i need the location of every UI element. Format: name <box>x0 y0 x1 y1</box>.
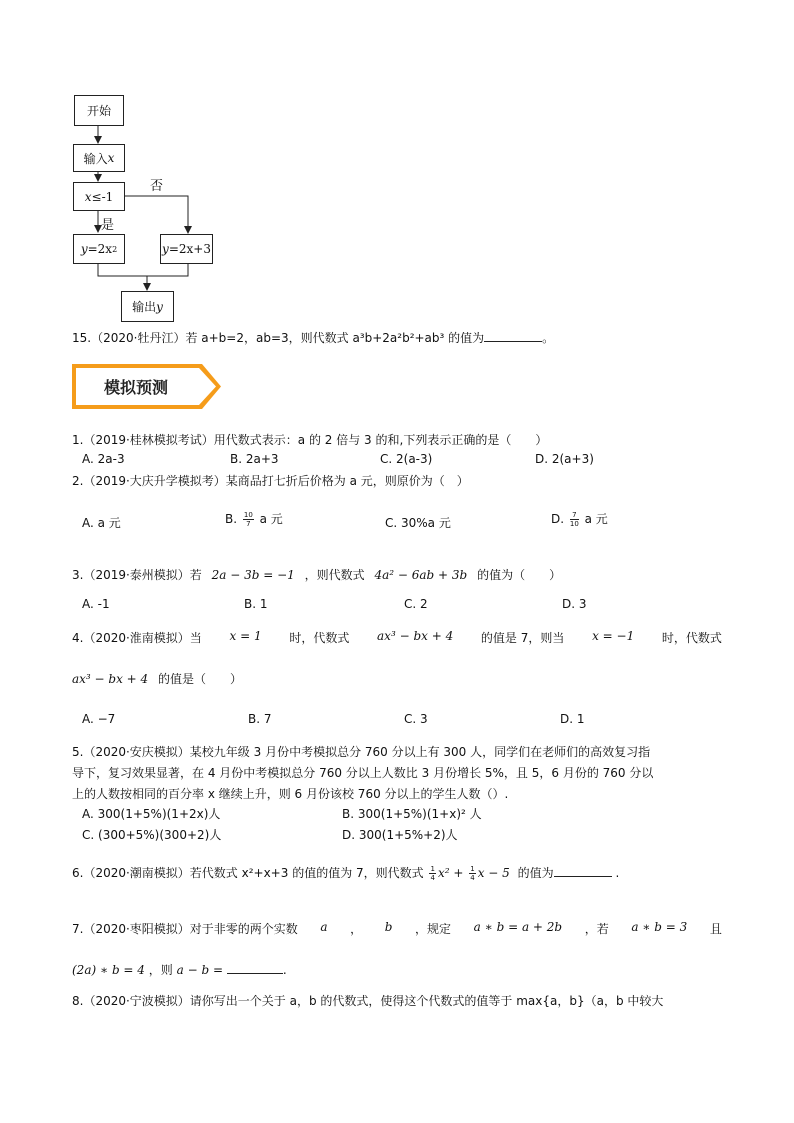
question-7-part-4: 且 <box>709 922 722 936</box>
fraction-denominator: 4 <box>430 874 435 882</box>
fraction-numerator: 10 <box>243 511 253 519</box>
question-4-part-4: 时，代数式 <box>661 631 722 645</box>
question-4-part-1: 4.（2020·淮南模拟）当 <box>72 631 202 645</box>
flowchart-branch-yes <box>73 234 125 264</box>
question-6-term-2: x − 5 <box>477 866 510 880</box>
question-3-option-b: B. 1 <box>244 597 268 611</box>
flowchart-yes-label: 是 <box>101 218 115 233</box>
question-4-option-c: C. 3 <box>404 712 428 726</box>
question-7-condition-2: (2a) ∗ b = 4 <box>72 963 145 977</box>
question-4-line-1 <box>72 629 722 646</box>
question-5-option-a: A. 300(1+5%)(1+2x)人 <box>82 807 221 821</box>
question-1-option-a: A. 2a-3 <box>82 452 125 466</box>
question-5-option-b: B. 300(1+5%)(1+x)² 人 <box>342 807 482 821</box>
question-3 <box>72 566 561 583</box>
question-1-option-c: C. 2(a-3) <box>380 452 433 466</box>
question-7-var-a: a <box>320 920 328 934</box>
question-2-option-b-prefix: B. <box>225 512 238 526</box>
flowchart-condition-var: x <box>84 189 92 204</box>
flowchart-output-label: 输出 <box>132 300 157 314</box>
question-3-option-c: C. 2 <box>404 597 428 611</box>
fraction-numerator: 7 <box>570 511 579 520</box>
section-banner <box>71 363 223 410</box>
question-7-line-2 <box>72 961 287 978</box>
question-5-line-1: 5.（2020·安庆模拟）某校九年级 3 月份中考模拟总分 760 分以上有 300 人，同学们在老师们的高效复习指 <box>72 745 651 759</box>
question-4-option-d: D. 1 <box>560 712 585 726</box>
question-5-line-2: 导下，复习效果显著，在 4 月份中考模拟总分 760 分以上人数比 3 月份增长 5%，且 5，6 月份的 760 分以 <box>72 766 654 780</box>
flowchart-output <box>121 291 174 322</box>
question-7-definition: a ∗ b = a + 2b <box>473 920 563 934</box>
question-5-option-d: D. 300(1+5%+2)人 <box>342 828 458 842</box>
question-4-part-2: 时，代数式 <box>289 631 350 645</box>
question-7-var-b: b <box>384 920 393 934</box>
question-1-option-b: B. 2a+3 <box>230 452 279 466</box>
question-6-fraction-1 <box>429 865 435 882</box>
question-2-option-d-suffix: a 元 <box>584 512 608 526</box>
question-2: 2.（2019·大庆升学模拟考）某商品打七折后价格为 a 元，则原价为（ ） <box>72 474 469 488</box>
question-4-part-5: 的值是（ ） <box>158 672 243 686</box>
question-2-option-b-suffix: a 元 <box>259 512 283 526</box>
question-6-tail: . <box>615 866 620 880</box>
fraction-numerator: 1 <box>470 865 475 873</box>
question-3-prefix: 3.（2019·泰州模拟）若 <box>72 568 202 582</box>
question-15-blank <box>484 329 542 342</box>
question-7-part-5: ，则 <box>148 963 173 977</box>
question-4-option-b: B. 7 <box>248 712 272 726</box>
question-5-line-3: 上的人数按相同的百分率 x 继续上升，则 6 月份该校 760 分以上的学生人数（）. <box>72 787 509 801</box>
question-3-mid: ，则代数式 <box>304 568 365 582</box>
flowchart-start-label: 开始 <box>86 104 111 118</box>
question-4-option-a: A. −7 <box>82 712 116 726</box>
question-6-suffix: 的值为 <box>517 866 554 880</box>
question-2-option-a: A. a 元 <box>82 516 121 530</box>
flowchart-output-var: y <box>156 299 163 314</box>
flowchart-start <box>74 95 124 126</box>
flowchart-branch-no-lhs: y <box>162 242 169 256</box>
flowchart-branch-no <box>160 234 213 264</box>
question-4-condition-1: x = 1 <box>229 629 262 643</box>
question-15-text: 15.（2020·牡丹江）若 a+b=2，ab=3，则代数式 a³b+2a²b²+ab³ 的值为 <box>72 331 485 345</box>
flowchart-condition <box>73 182 125 211</box>
question-6-prefix: 6.（2020·潮南模拟）若代数式 x²+x+3 的值的值为 7，则代数式 <box>72 866 424 880</box>
question-3-condition: 2a − 3b = −1 <box>211 568 295 582</box>
question-7-ask: a − b = <box>176 963 223 977</box>
question-7-blank <box>227 961 283 974</box>
question-4-line-2 <box>72 670 242 687</box>
question-7-condition-1: a ∗ b = 3 <box>631 920 688 934</box>
section-title: 模拟预测 <box>103 378 168 397</box>
fraction-denominator: 7 <box>246 520 251 528</box>
fraction-denominator: 4 <box>470 874 475 882</box>
question-1-option-d: D. 2(a+3) <box>535 452 594 466</box>
question-3-option-a: A. -1 <box>82 597 110 611</box>
question-1: 1.（2019·桂林模拟考试）用代数式表示：a 的 2 倍与 3 的和,下列表示正确的是（ ） <box>72 433 548 447</box>
question-7-separator: ， <box>350 922 363 936</box>
question-6 <box>72 864 619 882</box>
flowchart-input-label: 输入 <box>83 151 108 166</box>
question-6-fraction-2 <box>469 865 475 882</box>
question-6-term-1: x² + <box>437 866 464 880</box>
question-3-suffix: 的值为（ ） <box>477 568 562 582</box>
question-3-option-d: D. 3 <box>562 597 587 611</box>
question-7-tail: . <box>282 963 287 977</box>
question-5-option-c: C. (300+5%)(300+2)人 <box>82 828 222 842</box>
question-6-blank <box>554 864 612 877</box>
flowchart-branch-no-rhs: =2x+3 <box>168 242 211 256</box>
question-15-tail: 。 <box>542 331 555 345</box>
flowchart-input-var: x <box>107 151 115 165</box>
flowchart-input <box>73 144 125 172</box>
question-7-part-2: ，规定 <box>415 922 452 936</box>
flowchart-branch-yes-lhs: y <box>80 242 88 256</box>
fraction-denominator: 10 <box>569 520 579 528</box>
flowchart-branch-yes-exp: 2 <box>112 244 118 254</box>
flowchart-condition-op: ≤-1 <box>91 189 114 204</box>
question-2-option-b-fraction <box>243 511 254 528</box>
question-4-expression-1: ax³ − bx + 4 <box>377 629 454 643</box>
question-7-part-3: ，若 <box>584 922 609 936</box>
question-7-line-1 <box>72 920 722 937</box>
question-2-option-d-fraction <box>570 511 579 528</box>
question-4-expression-2: ax³ − bx + 4 <box>72 672 149 686</box>
question-15 <box>72 329 554 346</box>
question-4-part-3: 的值是 7，则当 <box>480 631 565 645</box>
flowchart-branch-yes-rhs: =2x <box>87 242 113 256</box>
fraction-numerator: 1 <box>430 865 435 873</box>
flowchart-no-label: 否 <box>150 179 164 194</box>
question-7-part-1: 7.（2020·枣阳模拟）对于非零的两个实数 <box>72 922 298 936</box>
question-2-option-c: C. 30%a 元 <box>385 516 451 530</box>
question-2-option-b <box>225 510 283 528</box>
question-8: 8.（2020·宁波模拟）请你写出一个关于 a，b 的代数式，使得这个代数式的值等于 max{a，b}（a，b 中较大 <box>72 994 664 1008</box>
question-2-option-d-prefix: D. <box>551 512 565 526</box>
question-3-expression: 4a² − 6ab + 3b <box>374 568 468 582</box>
question-2-option-d <box>551 510 608 528</box>
question-4-condition-2: x = −1 <box>592 629 635 643</box>
